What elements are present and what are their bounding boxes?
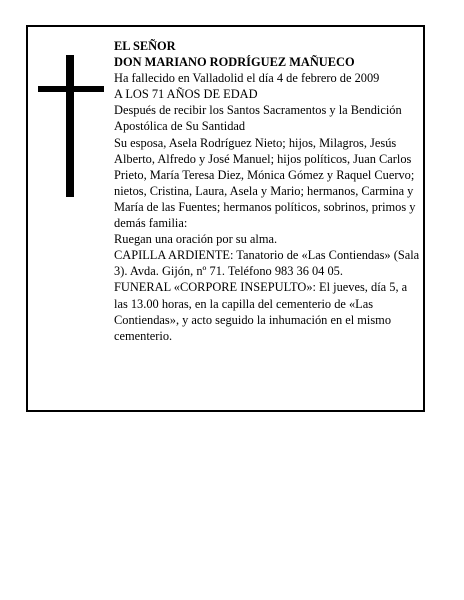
title-line-1: EL SEÑOR [114, 39, 176, 53]
age-line: A LOS 71 AÑOS DE EDAD [114, 87, 258, 102]
funeral-paragraph: FUNERAL «CORPORE INSEPULTO»: El jueves, día 5, a las 13.00 horas, en la capilla del cementerio de «Las Contiendas», y acto seguido la inhumación en el mismo cementerio. [114, 280, 408, 343]
prayer-line: Ruegan una oración por su alma. [114, 232, 278, 247]
deceased-name: DON MARIANO RODRÍGUEZ MAÑUECO [114, 55, 355, 70]
cross-vertical-bar [66, 55, 74, 197]
death-info: Ha fallecido en Valladolid el día 4 de febrero de 2009 [114, 71, 380, 86]
sacraments-paragraph: Después de recibir los Santos Sacramentos y la Bendición Apostólica de Su Santidad [114, 103, 402, 134]
cross-icon [38, 55, 104, 197]
family-paragraph: Su esposa, Asela Rodríguez Nieto; hijos, Milagros, Jesús Alberto, Alfredo y José Manuel; hijos políticos, Juan Carlos Prieto, María Teresa Diez, Mónica Gómez y Raquel Cuervo; nietos, Cristina, Laura, Asela y Mario; hermanos, Carmina y María de las Fuentes; hermanos políticos, sobrinos, primos y demás familia: [114, 135, 416, 231]
cross-horizontal-bar [38, 86, 104, 92]
obituary-text [114, 38, 422, 344]
chapel-paragraph: CAPILLA ARDIENTE: Tanatorio de «Las Contiendas» (Sala 3). Avda. Gijón, nº 71. Teléfono 983 36 04 05. [114, 248, 420, 279]
